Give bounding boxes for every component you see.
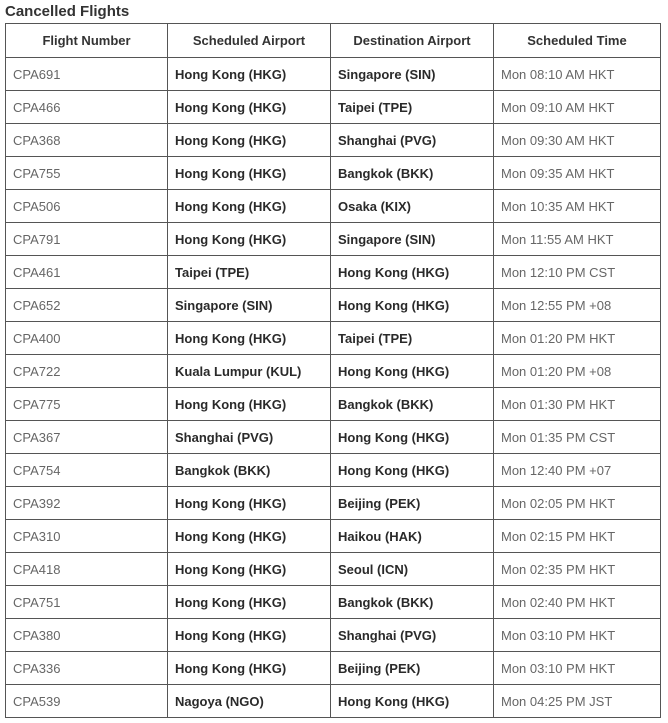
table-row bbox=[6, 289, 661, 322]
scheduled-airport-cell: Hong Kong (HKG) bbox=[168, 553, 331, 586]
table-row bbox=[6, 454, 661, 487]
table-row bbox=[6, 256, 661, 289]
table-row bbox=[6, 157, 661, 190]
scheduled-time-cell: Mon 09:30 AM HKT bbox=[494, 124, 661, 157]
flight-number-cell: CPA691 bbox=[6, 58, 168, 91]
column-header-scheduled-time: Scheduled Time bbox=[494, 24, 661, 58]
scheduled-time-cell: Mon 02:40 PM HKT bbox=[494, 586, 661, 619]
scheduled-airport-cell: Hong Kong (HKG) bbox=[168, 223, 331, 256]
destination-airport-cell: Bangkok (BKK) bbox=[331, 157, 494, 190]
scheduled-airport-cell: Hong Kong (HKG) bbox=[168, 190, 331, 223]
table-row bbox=[6, 619, 661, 652]
destination-airport-cell: Hong Kong (HKG) bbox=[331, 454, 494, 487]
scheduled-time-cell: Mon 01:20 PM +08 bbox=[494, 355, 661, 388]
scheduled-time-cell: Mon 09:35 AM HKT bbox=[494, 157, 661, 190]
scheduled-airport-cell: Bangkok (BKK) bbox=[168, 454, 331, 487]
flight-number-cell: CPA539 bbox=[6, 685, 168, 718]
destination-airport-cell: Hong Kong (HKG) bbox=[331, 421, 494, 454]
scheduled-airport-cell: Hong Kong (HKG) bbox=[168, 388, 331, 421]
destination-airport-cell: Hong Kong (HKG) bbox=[331, 355, 494, 388]
column-header-scheduled-airport: Scheduled Airport bbox=[168, 24, 331, 58]
scheduled-airport-cell: Hong Kong (HKG) bbox=[168, 487, 331, 520]
destination-airport-cell: Seoul (ICN) bbox=[331, 553, 494, 586]
scheduled-time-cell: Mon 03:10 PM HKT bbox=[494, 652, 661, 685]
destination-airport-cell: Singapore (SIN) bbox=[331, 58, 494, 91]
flight-number-cell: CPA392 bbox=[6, 487, 168, 520]
scheduled-time-cell: Mon 02:05 PM HKT bbox=[494, 487, 661, 520]
scheduled-airport-cell: Hong Kong (HKG) bbox=[168, 322, 331, 355]
scheduled-airport-cell: Hong Kong (HKG) bbox=[168, 157, 331, 190]
table-row bbox=[6, 487, 661, 520]
flight-number-cell: CPA310 bbox=[6, 520, 168, 553]
destination-airport-cell: Taipei (TPE) bbox=[331, 91, 494, 124]
table-header bbox=[6, 24, 661, 58]
scheduled-time-cell: Mon 01:20 PM HKT bbox=[494, 322, 661, 355]
table-row bbox=[6, 520, 661, 553]
column-header-destination-airport: Destination Airport bbox=[331, 24, 494, 58]
scheduled-time-cell: Mon 03:10 PM HKT bbox=[494, 619, 661, 652]
scheduled-time-cell: Mon 11:55 AM HKT bbox=[494, 223, 661, 256]
flight-number-cell: CPA466 bbox=[6, 91, 168, 124]
table-row bbox=[6, 355, 661, 388]
flight-number-cell: CPA368 bbox=[6, 124, 168, 157]
column-header-flight-number: Flight Number bbox=[6, 24, 168, 58]
destination-airport-cell: Hong Kong (HKG) bbox=[331, 256, 494, 289]
scheduled-airport-cell: Hong Kong (HKG) bbox=[168, 58, 331, 91]
page-title: Cancelled Flights bbox=[5, 3, 130, 20]
scheduled-airport-cell: Singapore (SIN) bbox=[168, 289, 331, 322]
scheduled-time-cell: Mon 02:35 PM HKT bbox=[494, 553, 661, 586]
flight-number-cell: CPA754 bbox=[6, 454, 168, 487]
header-row bbox=[6, 24, 661, 58]
table-row bbox=[6, 388, 661, 421]
table-row bbox=[6, 553, 661, 586]
flight-number-cell: CPA418 bbox=[6, 553, 168, 586]
table-row bbox=[6, 685, 661, 718]
scheduled-airport-cell: Kuala Lumpur (KUL) bbox=[168, 355, 331, 388]
flight-number-cell: CPA775 bbox=[6, 388, 168, 421]
destination-airport-cell: Bangkok (BKK) bbox=[331, 586, 494, 619]
destination-airport-cell: Beijing (PEK) bbox=[331, 652, 494, 685]
flight-number-cell: CPA400 bbox=[6, 322, 168, 355]
scheduled-time-cell: Mon 08:10 AM HKT bbox=[494, 58, 661, 91]
table-body bbox=[6, 58, 661, 718]
scheduled-time-cell: Mon 09:10 AM HKT bbox=[494, 91, 661, 124]
destination-airport-cell: Hong Kong (HKG) bbox=[331, 685, 494, 718]
destination-airport-cell: Haikou (HAK) bbox=[331, 520, 494, 553]
table-row bbox=[6, 223, 661, 256]
table-row bbox=[6, 124, 661, 157]
table-row bbox=[6, 421, 661, 454]
destination-airport-cell: Shanghai (PVG) bbox=[331, 619, 494, 652]
scheduled-airport-cell: Taipei (TPE) bbox=[168, 256, 331, 289]
scheduled-airport-cell: Hong Kong (HKG) bbox=[168, 520, 331, 553]
scheduled-airport-cell: Hong Kong (HKG) bbox=[168, 652, 331, 685]
scheduled-time-cell: Mon 12:40 PM +07 bbox=[494, 454, 661, 487]
scheduled-time-cell: Mon 01:35 PM CST bbox=[494, 421, 661, 454]
scheduled-airport-cell: Hong Kong (HKG) bbox=[168, 586, 331, 619]
table-row bbox=[6, 652, 661, 685]
scheduled-time-cell: Mon 12:55 PM +08 bbox=[494, 289, 661, 322]
flight-number-cell: CPA751 bbox=[6, 586, 168, 619]
scheduled-airport-cell: Nagoya (NGO) bbox=[168, 685, 331, 718]
scheduled-time-cell: Mon 12:10 PM CST bbox=[494, 256, 661, 289]
flight-number-cell: CPA380 bbox=[6, 619, 168, 652]
destination-airport-cell: Osaka (KIX) bbox=[331, 190, 494, 223]
destination-airport-cell: Singapore (SIN) bbox=[331, 223, 494, 256]
table-row bbox=[6, 322, 661, 355]
flight-number-cell: CPA461 bbox=[6, 256, 168, 289]
table-row bbox=[6, 91, 661, 124]
table-row bbox=[6, 190, 661, 223]
table-row bbox=[6, 58, 661, 91]
scheduled-time-cell: Mon 10:35 AM HKT bbox=[494, 190, 661, 223]
flight-number-cell: CPA722 bbox=[6, 355, 168, 388]
destination-airport-cell: Shanghai (PVG) bbox=[331, 124, 494, 157]
scheduled-airport-cell: Hong Kong (HKG) bbox=[168, 124, 331, 157]
flight-number-cell: CPA652 bbox=[6, 289, 168, 322]
scheduled-airport-cell: Shanghai (PVG) bbox=[168, 421, 331, 454]
destination-airport-cell: Hong Kong (HKG) bbox=[331, 289, 494, 322]
table-row bbox=[6, 586, 661, 619]
destination-airport-cell: Beijing (PEK) bbox=[331, 487, 494, 520]
flight-number-cell: CPA367 bbox=[6, 421, 168, 454]
flight-number-cell: CPA755 bbox=[6, 157, 168, 190]
flight-number-cell: CPA791 bbox=[6, 223, 168, 256]
destination-airport-cell: Taipei (TPE) bbox=[331, 322, 494, 355]
cancelled-flights-table bbox=[5, 23, 661, 718]
scheduled-time-cell: Mon 04:25 PM JST bbox=[494, 685, 661, 718]
scheduled-time-cell: Mon 02:15 PM HKT bbox=[494, 520, 661, 553]
flight-number-cell: CPA506 bbox=[6, 190, 168, 223]
scheduled-airport-cell: Hong Kong (HKG) bbox=[168, 91, 331, 124]
flight-number-cell: CPA336 bbox=[6, 652, 168, 685]
scheduled-airport-cell: Hong Kong (HKG) bbox=[168, 619, 331, 652]
destination-airport-cell: Bangkok (BKK) bbox=[331, 388, 494, 421]
scheduled-time-cell: Mon 01:30 PM HKT bbox=[494, 388, 661, 421]
